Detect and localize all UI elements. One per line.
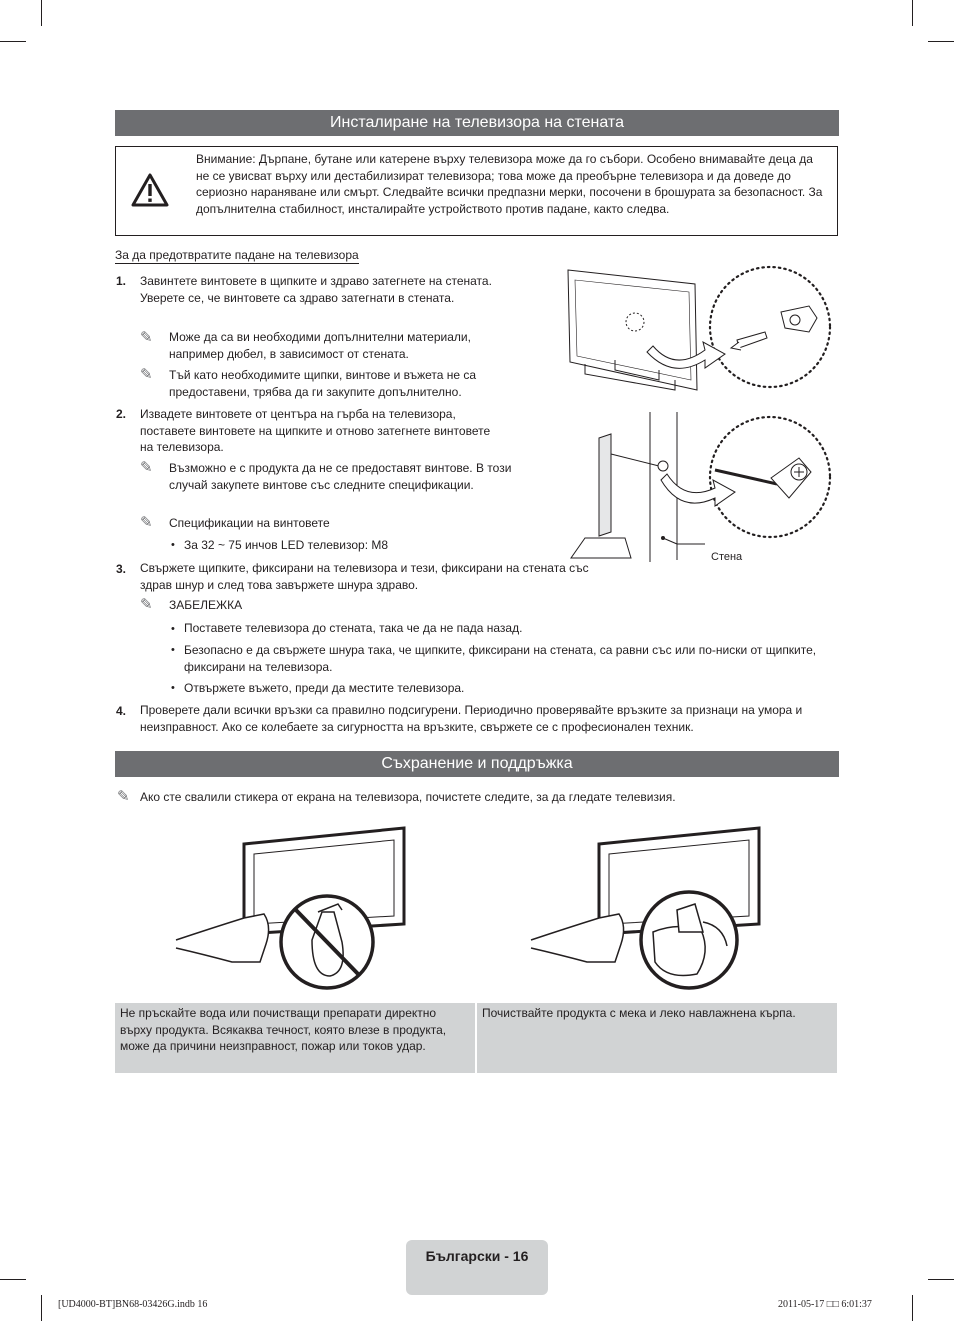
care-note: Ако сте свалили стикера от екрана на телевизора, почистете следите, за да гледате телевизия. <box>140 790 676 804</box>
note-bullet: Безопасно е да свържете шнура така, че щипките, фиксирани на стената, са равни със или по-ниски от щипките, фиксирани на телевизора. <box>184 643 817 674</box>
crop-mark <box>928 41 954 42</box>
note-title: ЗАБЕЛЕЖКА <box>169 598 243 612</box>
step-text: Извадете винтовете от центъра на гърба на телевизора, поставете винтовете на щипките и отново затегнете винтовете на телевизора. <box>140 407 491 455</box>
page-number-tab: Български - 16 <box>406 1240 548 1295</box>
note-pencil-icon: ✎ <box>140 329 153 346</box>
section-title-care: Съхранение и поддръжка <box>115 751 839 777</box>
warning-triangle-icon <box>130 172 170 208</box>
bullet-icon: • <box>171 682 175 694</box>
section-title-wall-mount: Инсталиране на телевизора на стената <box>115 110 839 136</box>
step-number: 3. <box>116 562 127 576</box>
note-bullet: Отвържете въжето, преди да местите телевизора. <box>184 681 465 695</box>
warning-body: : Дърпане, бутане или катерене върху телевизора може да го събори. Особено внимавайте деца да не се увисват върху или дестабилизират телевизора; това може да преобърне телевизора и да доведе до сериозно нараняване или смърт. Следвайте всички предпазни мерки, посочени в брошурата за безопасност. За допълнителна стабилност, инсталирайте устройството против падане, както следва. <box>196 152 823 217</box>
crop-mark <box>912 0 913 26</box>
footer-timestamp: 2011-05-17 □□ 6:01:37 <box>778 1299 872 1310</box>
step-text: Проверете дали всички връзки са правилно подсигурени. Периодично проверявайте връзките за признаци на умора и неизправност. Ако се колебаете за сигурността на връзките, свържете се с професионален техник. <box>140 703 803 734</box>
crop-mark <box>912 1295 913 1321</box>
step-note: Спецификации на винтовете <box>169 516 330 530</box>
clip-screw-drawing <box>731 306 817 350</box>
subheading-prevent-fall: За да предотвратите падане на телевизора <box>115 248 359 262</box>
step-text: Свържете щипките, фиксирани на телевизора и тези, фиксирани на стената със здрав шнур и след това завържете шнура здраво. <box>140 561 589 592</box>
wall-mount-illustration <box>555 262 845 562</box>
note-pencil-icon: ✎ <box>117 788 130 805</box>
step-note: Тъй като необходимите щипки, винтове и въжета не са предоставени, трябва да ги закупите допълнително. <box>169 368 477 399</box>
screw-spec: За 32 ~ 75 инчов LED телевизор: M8 <box>184 538 389 552</box>
bullet-icon: • <box>171 644 175 656</box>
note-bullet: Поставете телевизора до стената, така че да не пада назад. <box>184 621 523 635</box>
bullet-icon: • <box>171 539 175 551</box>
arrow-shape <box>661 474 735 506</box>
caption-right-cleaning: Почиствайте продукта с мека и леко навлажнена кърпа. <box>477 1003 837 1073</box>
crop-mark <box>0 41 26 42</box>
crop-mark <box>0 1279 26 1280</box>
footer-file-info: [UD4000-BT]BN68-03426G.indb 16 <box>58 1299 208 1310</box>
caption-wrong-cleaning: Не пръскайте вода или почистващи препарати директно върху продукта. Всякаква течност, която влезе в продукта, може да причини неизправност, пожар или токов удар. <box>115 1003 475 1073</box>
warning-box <box>115 146 838 236</box>
crop-mark <box>41 0 42 26</box>
crop-mark <box>928 1279 954 1280</box>
step-note: Може да са ви необходими допълнителни материали, например дюбел, в зависимост от стената. <box>169 330 471 361</box>
step-number: 1. <box>116 274 127 288</box>
cleaning-right-illustration <box>527 822 767 992</box>
note-pencil-icon: ✎ <box>140 366 153 383</box>
note-pencil-icon: ✎ <box>140 514 153 531</box>
note-pencil-icon: ✎ <box>140 596 153 613</box>
detail-circle <box>710 417 830 537</box>
step-note: Възможно е с продукта да не се предоставят винтове. В този случай закупете винтове със следните спецификации. <box>169 461 512 492</box>
warning-text <box>196 151 828 218</box>
arrow-shape <box>647 342 725 368</box>
cleaning-wrong-illustration <box>172 822 412 992</box>
step-text: Завинтете винтовете в щипките и здраво затегнете на стената. Уверете се, че винтовете са здраво затегнати в стената. <box>140 274 492 305</box>
bullet-icon: • <box>171 623 175 635</box>
wall-label: Стена <box>711 551 743 562</box>
step-number: 4. <box>116 704 127 718</box>
note-pencil-icon: ✎ <box>140 459 153 476</box>
warning-label: Внимание <box>196 152 253 166</box>
crop-mark <box>41 1295 42 1321</box>
step-number: 2. <box>116 407 127 421</box>
tv-side-drawing <box>571 434 659 558</box>
tv-back-drawing <box>568 270 697 390</box>
